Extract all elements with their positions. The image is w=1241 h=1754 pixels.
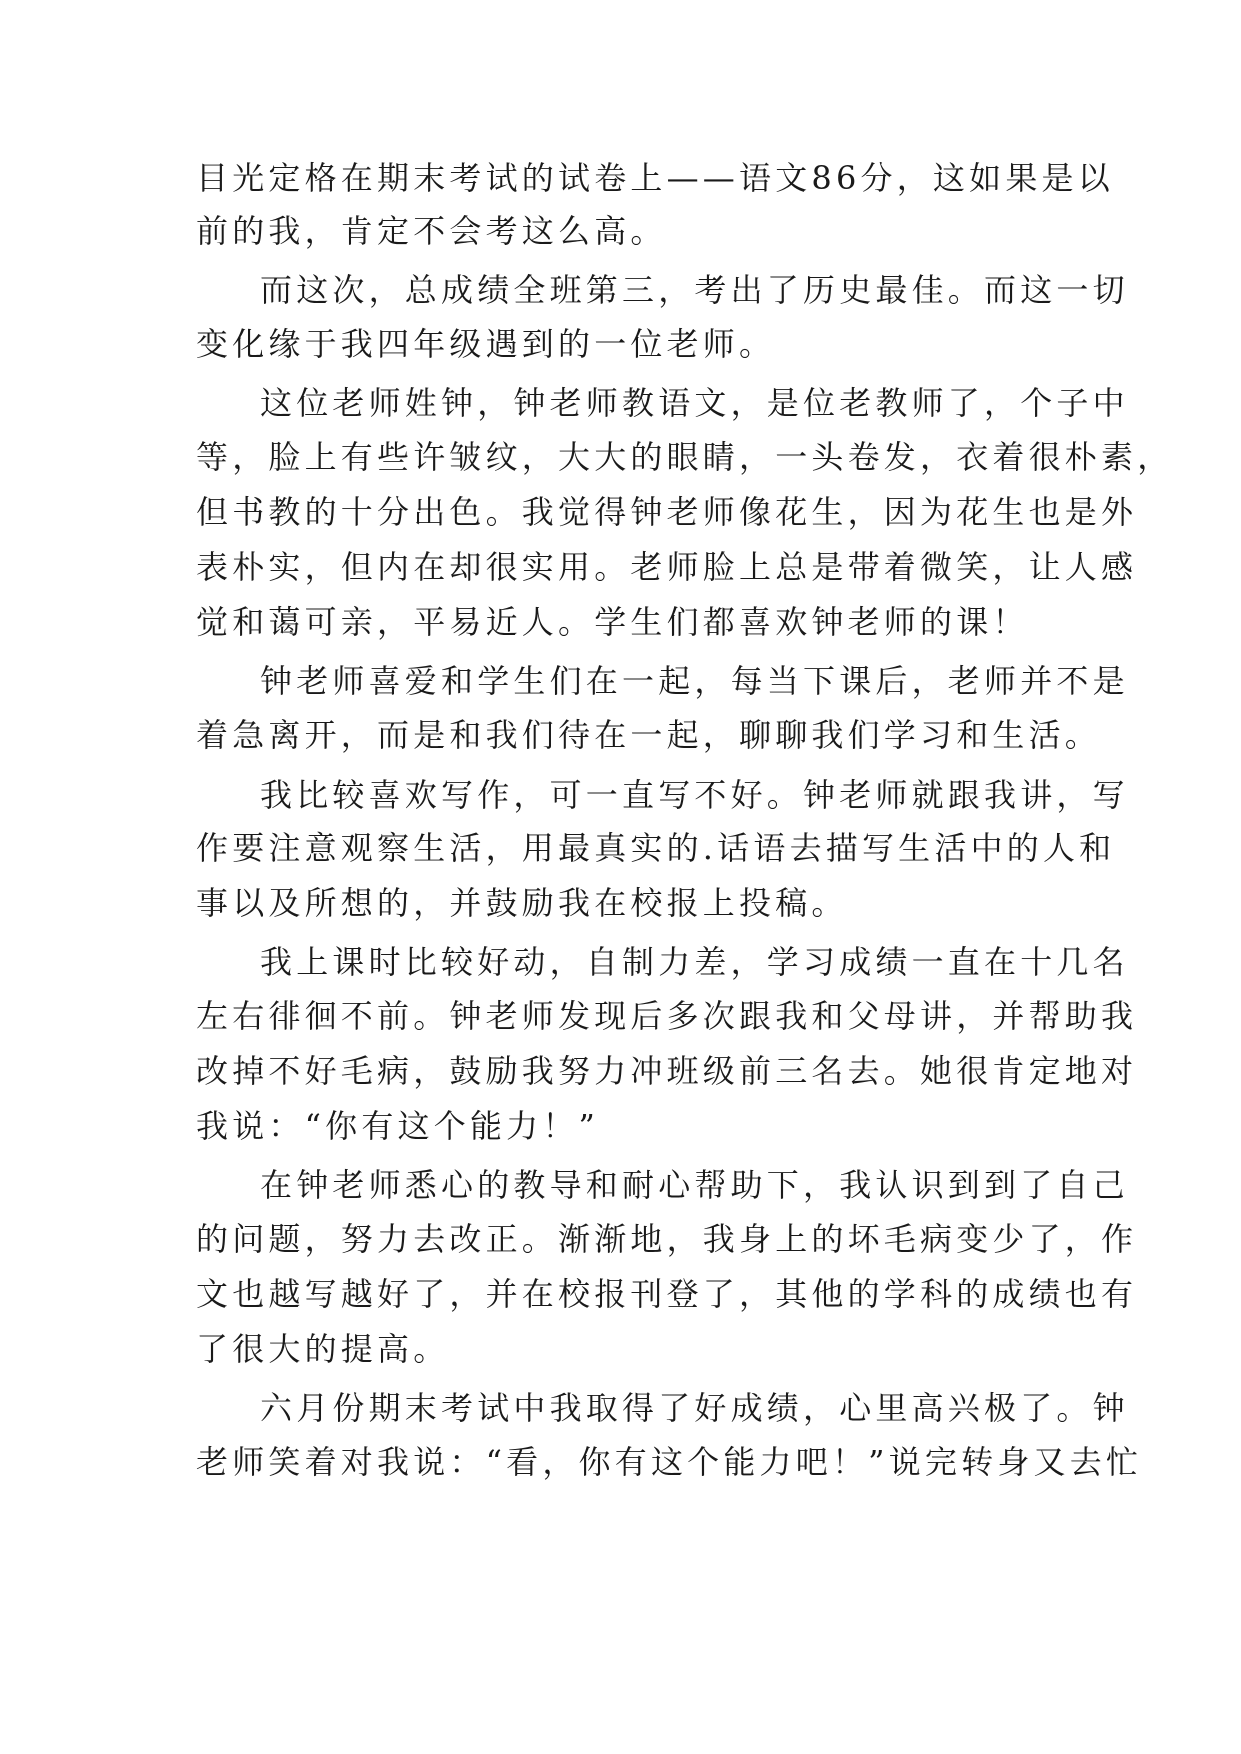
- text-line: 文也越写越好了，并在校报刊登了，其他的学科的成绩也有: [196, 1275, 1138, 1313]
- text-line: 觉和蔼可亲，平易近人。学生们都喜欢钟老师的课！: [196, 603, 1029, 641]
- text-line: 左右徘徊不前。钟老师发现后多次跟我和父母讲，并帮助我: [196, 997, 1138, 1035]
- text-line: 改掉不好毛病，鼓励我努力冲班级前三名去。她很肯定地对: [196, 1052, 1138, 1090]
- text-line: 前的我，肯定不会考这么高。: [196, 212, 667, 250]
- text-line: 着急离开，而是和我们待在一起，聊聊我们学习和生活。: [196, 716, 1102, 754]
- text-line: 了很大的提高。: [196, 1330, 450, 1368]
- paragraph-first-line: 而这次，总成绩全班第三，考出了历史最佳。而这一切: [260, 271, 1129, 309]
- text-line: 的问题，努力去改正。渐渐地，我身上的坏毛病变少了，作: [196, 1220, 1138, 1258]
- paragraph-first-line: 在钟老师悉心的教导和耐心帮助下，我认识到到了自己: [260, 1166, 1129, 1204]
- text-line: 作要注意观察生活，用最真实的.话语去描写生活中的人和: [196, 829, 1116, 867]
- text-line: 变化缘于我四年级遇到的一位老师。: [196, 325, 776, 363]
- text-line: 等，脸上有些许皱纹，大大的眼睛，一头卷发，衣着很朴素，: [196, 438, 1174, 476]
- paragraph-first-line: 我上课时比较好动，自制力差，学习成绩一直在十几名: [260, 943, 1129, 981]
- text-line: 但书教的十分出色。我觉得钟老师像花生，因为花生也是外: [196, 493, 1138, 531]
- text-line: 表朴实，但内在却很实用。老师脸上总是带着微笑，让人感: [196, 548, 1138, 586]
- text-line: 老师笑着对我说：“看，你有这个能力吧！”说完转身又去忙: [196, 1443, 1143, 1481]
- paragraph-first-line: 钟老师喜爱和学生们在一起，每当下课后，老师并不是: [260, 662, 1129, 700]
- paragraph-first-line: 六月份期末考试中我取得了好成绩，心里高兴极了。钟: [260, 1389, 1129, 1427]
- paragraph-first-line: 我比较喜欢写作，可一直写不好。钟老师就跟我讲，写: [260, 776, 1129, 814]
- paragraph-first-line: 这位老师姓钟，钟老师教语文，是位老教师了，个子中: [260, 384, 1129, 422]
- text-line: 我说：“你有这个能力！”: [196, 1107, 600, 1145]
- text-line: 事以及所想的，并鼓励我在校报上投稿。: [196, 884, 848, 922]
- text-line: 目光定格在期末考试的试卷上——语文86分，这如果是以: [196, 159, 1114, 197]
